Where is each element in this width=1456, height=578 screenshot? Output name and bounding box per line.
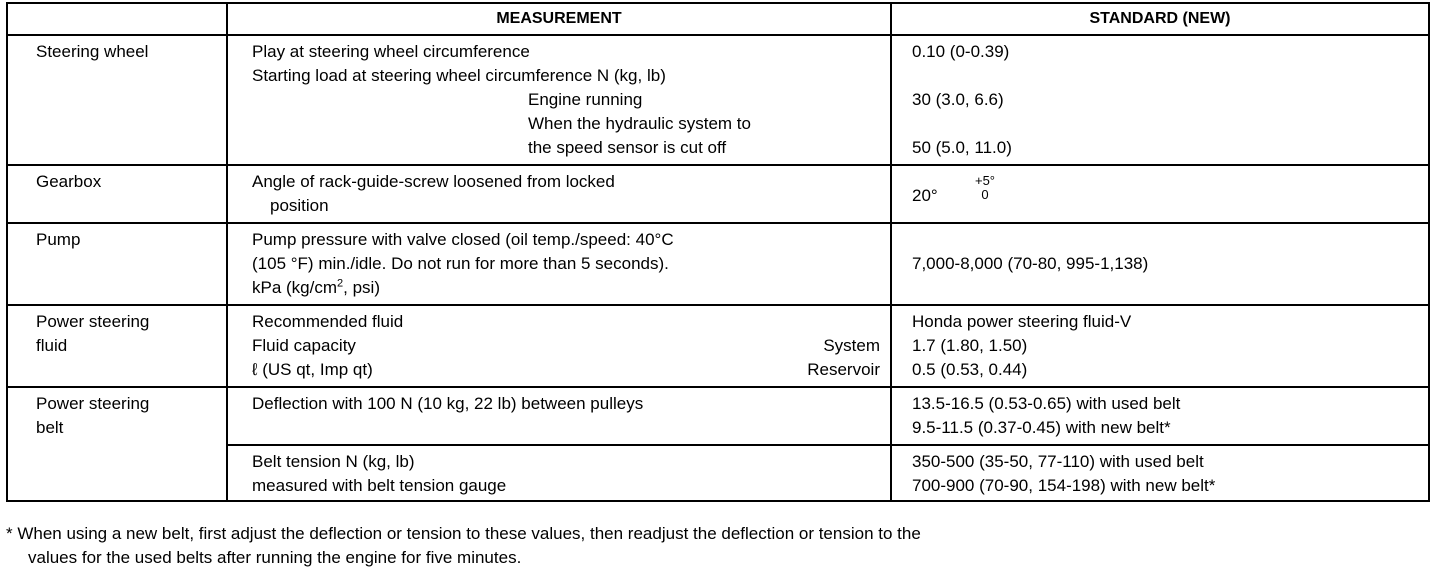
header-blank <box>7 3 227 35</box>
footnote-line: values for the used belts after running the engine for five minutes. <box>28 548 522 567</box>
spec-table <box>6 2 1430 502</box>
measurement-cell <box>227 387 891 445</box>
standard-value: 0.10 (0-0.39) <box>912 42 1010 61</box>
angle-tolerance <box>972 174 998 202</box>
category-label: Power steering <box>36 394 150 413</box>
header-standard: STANDARD (NEW) <box>891 3 1429 35</box>
row-gearbox <box>7 165 1429 223</box>
measurement-text: Recommended fluid <box>252 312 404 331</box>
category-cell <box>7 35 227 165</box>
category-cell <box>7 387 227 501</box>
standard-value: 13.5-16.5 (0.53-0.65) with used belt <box>912 394 1181 413</box>
measurement-spacer <box>228 416 890 440</box>
measurement-cell <box>227 35 891 165</box>
category-label: Pump <box>36 230 81 249</box>
standard-spacer <box>892 112 1428 136</box>
standard-value: 7,000-8,000 (70-80, 995-1,138) <box>912 254 1149 273</box>
measurement-cell <box>227 445 891 501</box>
measurement-text: Belt tension N (kg, lb) <box>252 452 415 471</box>
measurement-text: When the hydraulic system to <box>528 114 751 133</box>
measurement-subitem: System <box>823 336 880 355</box>
standard-cell <box>891 35 1429 165</box>
category-label: Gearbox <box>36 172 102 191</box>
measurement-text: Fluid capacity <box>252 336 356 355</box>
standard-spacer <box>892 64 1428 88</box>
row-belt-deflection <box>7 387 1429 445</box>
angle-wrap <box>912 173 996 208</box>
category-cell <box>7 223 227 305</box>
measurement-subitem: Reservoir <box>807 360 880 379</box>
angle-minus: 0 <box>981 187 989 202</box>
row-power-steering-fluid <box>7 305 1429 387</box>
standard-cell <box>891 445 1429 501</box>
standard-value: 700-900 (70-90, 154-198) with new belt* <box>912 476 1216 495</box>
measurement-split <box>228 358 890 382</box>
category-label: Steering wheel <box>36 42 149 61</box>
measurement-text: Starting load at steering wheel circumference N (kg, lb) <box>252 66 666 85</box>
standard-cell <box>891 223 1429 305</box>
standard-cell <box>891 165 1429 223</box>
category-cell <box>7 165 227 223</box>
measurement-split <box>228 334 890 358</box>
angle-plus: +5° <box>974 173 996 188</box>
measurement-text: the speed sensor is cut off <box>528 138 727 157</box>
measurement-text: measured with belt tension gauge <box>252 476 507 495</box>
row-steering-wheel <box>7 35 1429 165</box>
measurement-text: Deflection with 100 N (10 kg, 22 lb) between pulleys <box>252 394 644 413</box>
standard-value: Honda power steering fluid-V <box>912 312 1132 331</box>
standard-cell <box>891 387 1429 445</box>
standard-cell <box>891 305 1429 387</box>
standard-value: 1.7 (1.80, 1.50) <box>912 336 1028 355</box>
measurement-text <box>228 276 890 300</box>
unit-text: , psi) <box>343 278 380 297</box>
measurement-cell <box>227 305 891 387</box>
header-measurement: MEASUREMENT <box>227 3 891 35</box>
category-label: belt <box>36 418 64 437</box>
measurement-text: Angle of rack-guide-screw loosened from locked <box>252 172 615 191</box>
row-pump <box>7 223 1429 305</box>
measurement-cell <box>227 223 891 305</box>
standard-value: 9.5-11.5 (0.37-0.45) with new belt* <box>912 418 1171 437</box>
standard-spacer <box>892 228 1428 252</box>
standard-value: 30 (3.0, 6.6) <box>912 90 1004 109</box>
angle-base: 20° <box>912 186 938 205</box>
unit-superscript: 2 <box>337 277 344 290</box>
category-cell <box>7 305 227 387</box>
category-label: Power steering <box>36 312 150 331</box>
measurement-cell <box>227 165 891 223</box>
measurement-text: Engine running <box>528 90 643 109</box>
header-row <box>7 3 1429 35</box>
standard-value: 50 (5.0, 11.0) <box>912 138 1012 157</box>
standard-value: 350-500 (35-50, 77-110) with used belt <box>912 452 1204 471</box>
measurement-text: position <box>270 196 329 215</box>
measurement-text: (105 °F) min./idle. Do not run for more than 5 seconds). <box>252 254 669 273</box>
standard-value: 0.5 (0.53, 0.44) <box>912 360 1028 379</box>
angle-value <box>892 173 1428 208</box>
measurement-text: Pump pressure with valve closed (oil temp./speed: 40°C <box>252 230 674 249</box>
unit-text: kPa (kg/cm <box>252 278 338 297</box>
measurement-text: ℓ (US qt, Imp qt) <box>252 360 373 379</box>
measurement-text: Play at steering wheel circumference <box>252 42 530 61</box>
category-label: fluid <box>36 336 68 355</box>
footnote <box>6 522 921 570</box>
footnote-line: * When using a new belt, first adjust the deflection or tension to these values, then readjust the deflection or tension to the <box>6 524 921 543</box>
